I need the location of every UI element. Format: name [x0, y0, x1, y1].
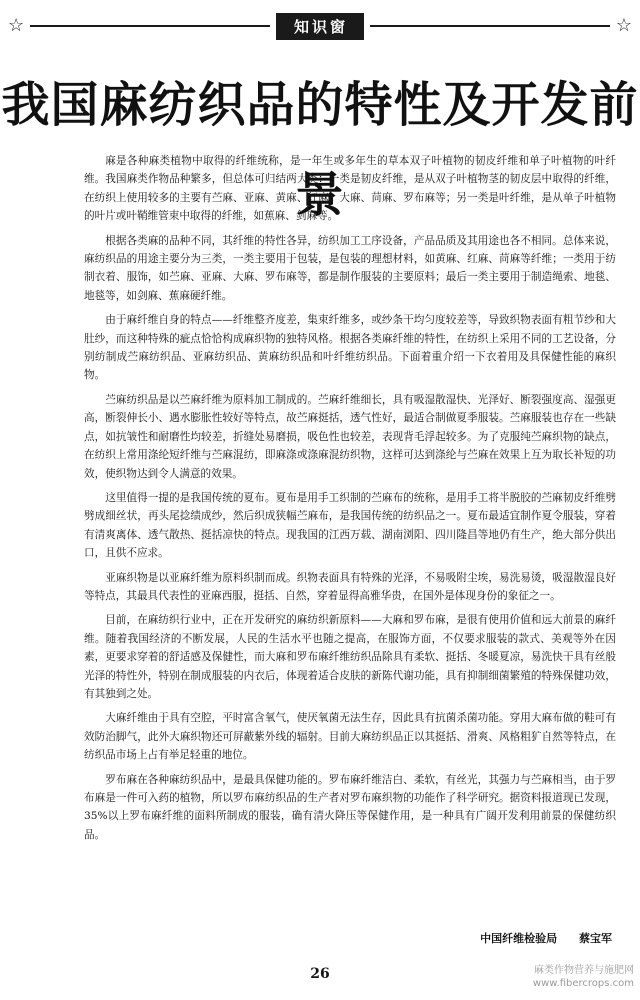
header-rule	[370, 25, 610, 27]
star-icon: ☆	[615, 15, 633, 36]
paragraph: 亚麻织物是以亚麻纤维为原料织制而成。织物表面具有特殊的光泽，不易吸附尘埃，易洗易烫，吸湿散湿良好等特点，其最具代表性的亚麻西服，挺括、自然，穿着显得高雅华贵，在国外是体现身份的象征之一。	[84, 571, 616, 602]
paragraph: 目前，在麻纺织行业中，正在开发研究的麻纺织新原料——大麻和罗布麻，是很有使用价值和远大前景的麻纤维。随着我国经济的不断发展，人民的生活水平也随之提高，在服饰方面，不仅要求服装的款式、美观等外在因素，更要求穿着的舒适感及保健性，而大麻和罗布麻纤维纺织品除具有柔软、挺括、冬暖夏凉，易洗快干具有丝般光泽的特性外，特别在制成服装的内衣后，体现着适合皮肤的新陈代谢功能，具有抑制细菌繁殖的特殊保健功效，有其独到之处。	[84, 614, 616, 700]
byline-author: 蔡宝军	[579, 932, 612, 945]
article-body	[84, 152, 616, 850]
page-number: 26	[310, 966, 330, 982]
star-icon: ☆	[8, 15, 25, 36]
section-label: 知识窗	[276, 13, 364, 40]
byline-source: 中国纤维检验局	[480, 932, 558, 945]
article-title: 我国麻纺织品的特性及开发前景	[1, 77, 639, 223]
paragraph: 苎麻纺织品是以苎麻纤维为原料加工制成的。苎麻纤维细长，具有吸湿散湿快、光泽好、断裂强度高、湿强更高，断裂伸长小、遇水膨胀性较好等特点，故苎麻挺括，透气性好，最适合制做夏季服装。苎麻服装也存在一些缺点，如抗皱性和耐磨性均较差，折缝处易磨损，吸色性也较差，表现背毛浮起较多。为了克服纯苎麻织物的缺点，在纺织上常用涤纶短纤维与苎麻混纺，即麻涤或涤麻混纺织物，这样可达到涤纶与苎麻在效果上互为取长补短的功效，使织物达到令人满意的效果。	[84, 393, 616, 480]
paragraph: 大麻纤维由于具有空腔，平时富含氧气，使厌氧菌无法生存，因此具有抗菌杀菌功能。穿用大麻布做的鞋可有效防治脚气，此外大麻织物还可屏蔽紫外线的辐射。目前大麻纺织品正以其挺括、滑爽、风格粗犷自然等特点，在纺织品市场上占有举足轻重的地位。	[84, 712, 616, 762]
paragraph: 罗布麻在各种麻纺织品中，是最具保健功能的。罗布麻纤维洁白、柔软，有丝光，其强力与苎麻相当，由于罗布麻是一件可入药的植物，所以罗布麻纺织品的生产者对罗布麻织物的功能作了科学研究。据资料报道现已发现，35%以上罗布麻纤维的面料所制成的服装，确有清火降压等保健作用，是一种具有广阔开发利用前景的保健纺织品。	[84, 773, 616, 841]
page-header	[8, 14, 632, 38]
byline	[0, 930, 612, 946]
watermark-line: www.fibercrops.com	[532, 978, 634, 989]
paragraph: 这里值得一提的是我国传统的夏布。夏布是用手工织制的苎麻布的统称，是用手工将半脱胶的苎麻韧皮纤维劈劈成细丝状，再头尾捻绩成纱，然后织成狭幅苎麻布，是我国传统的纺织品之一。夏布最适宜制作夏令服装，穿着有清爽离体、透气散热、挺括凉快的特点。现我国的江西万载、湖南浏阳、四川隆昌等地仍有生产，绝大部分供出口，且供不应求。	[84, 491, 616, 560]
paragraph: 由于麻纤维自身的特点——纤维整齐度差，集束纤维多，或纱条干均匀度较差等，导致织物表面有粗节纱和大肚纱，而这种特殊的疵点恰恰构成麻织物的独特风格。根据各类麻纤维的特性，在纺织上采用不同的工艺设备，分别纺制成苎麻纺织品、亚麻纺织品、黄麻纺织品和叶纤维纺织品。下面着重介绍一下衣着用及具保健性能的麻织物。	[84, 314, 616, 382]
paragraph: 麻是各种麻类植物中取得的纤维统称，是一年生或多年生的草本双子叶植物的韧皮纤维和单子叶植物的叶纤维。我国麻类作物品种繁多，但总体可归结两大类：一类是韧皮纤维，是从双子叶植物茎的韧皮层中取得的纤维，在纺织上使用较多的主要有苎麻、亚麻、黄麻、红麻、大麻、苘麻、罗布麻等；另一类是叶纤维，是从单子叶植物的叶片或叶鞘维管束中取得的纤维，如蕉麻、剑麻等。	[84, 155, 616, 223]
watermark	[533, 964, 634, 990]
header-rule	[30, 25, 270, 27]
watermark-line: 麻类作物营养与施肥网	[534, 965, 634, 976]
paragraph: 根据各类麻的品种不同，其纤维的特性各异，纺织加工工序设备，产品品质及其用途也各不相同。总体来说，麻纺织品的用途主要分为三类，一类主要用于包装，是包装的理想材料，如黄麻、红麻、苘麻等纤维；一类用于纺制衣着、服饰，如苎麻、亚麻、大麻、罗布麻等，都是制作服装的主要原料；最后一类主要用于制造绳索、地毯、地毯等，如剑麻、蕉麻硬纤维。	[84, 234, 616, 302]
